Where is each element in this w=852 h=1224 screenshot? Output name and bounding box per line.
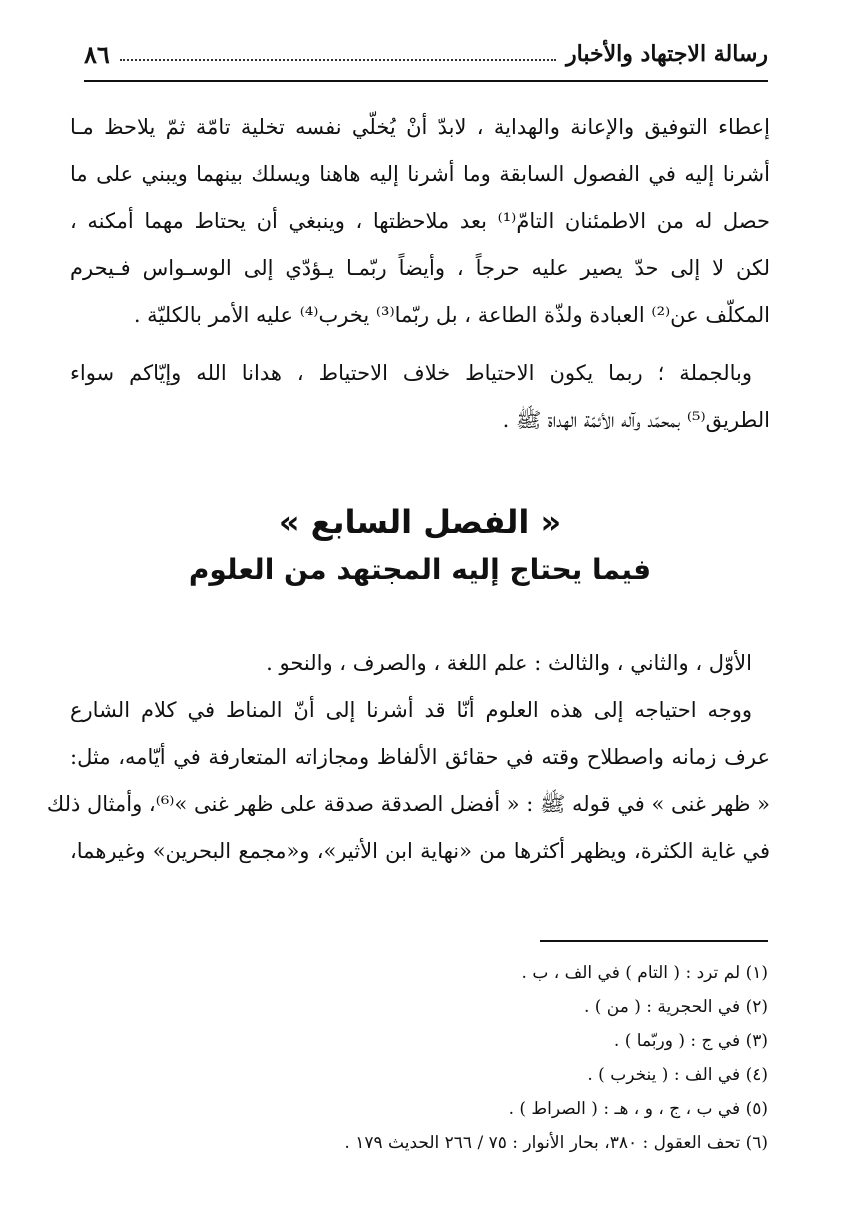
chapter-subtitle: فيما يحتاج إليه المجتهد من العلوم [188,553,652,586]
paragraph-line: لكن لا إلى حدّ يصير عليه حرجاً ، وأيضاً ربّمـا يـؤدّي إلى الوسـواس فـيحرم [70,256,770,280]
header-rule [84,80,768,82]
page-header [84,34,768,74]
paragraph-line: وبالجملة ؛ ربما يكون الاحتياط خلاف الاحتياط ، هدانا الله وإيّاكم سواء [70,361,753,385]
chapter-heading [70,498,770,594]
footnote: (٣) في ج : ( وربّما ) . [613,1031,768,1051]
running-title: رسالة الاجتهاد والأخبار [566,41,768,67]
paragraph-line: « ظهر غنى » في قوله ﷺ : « أفضل الصدقة صدقة على ظهر غنى »⁽⁶⁾، وأمثال ذلك [46,792,770,816]
paragraph-line: في غاية الكثرة، ويظهر أكثرها من «نهاية ابن الأثير»، و«مجمع البحرين» وغيرهما، [70,839,770,863]
footnote: (٥) في ب ، ج ، و ، هـ : ( الصراط ) . [508,1099,768,1119]
header-leader-dots [120,47,556,61]
paragraph-line: المكلّف عن⁽²⁾ العبادة ولذّة الطاعة ، بل ربّما⁽³⁾ يخرب⁽⁴⁾ عليه الأمر بالكليّة . [133,303,770,327]
footnote: (٦) تحف العقول : ٣٨٠، بحار الأنوار : ٧٥ / ٢٦٦ الحديث ١٧٩ . [344,1133,768,1153]
paragraph-1 [70,104,770,339]
paragraph-line: أشرنا إليه في الفصول السابقة وما أشرنا إليه هاهنا ويسلك بينهما ويبني على ما [70,162,770,186]
paragraph-3 [46,640,770,875]
paragraph-line: حصل له من الاطمئنان التامّ⁽¹⁾ بعد ملاحظتها ، وينبغي أن يحتاط مهما أمكنه ، [70,209,770,233]
chapter-title: « الفصل السابع » [278,503,562,541]
footnotes [70,956,768,1160]
paragraph-line: عرف زمانه واصطلاح وقته في حقائق الألفاظ ومجازاته المتعارفة في أيّامه، مثل: [70,745,770,769]
paragraph-2 [70,350,770,444]
page-number: ٨٦ [84,39,110,69]
footnote: (١) لم ترد : ( التام ) في الف ، ب . [521,963,768,983]
footnote: (٤) في الف : ( ينخرب ) . [587,1065,768,1085]
paragraph-line: ووجه احتياجه إلى هذه العلوم أنّا قد أشرنا إلى أنّ المناط في كلام الشارع [70,698,752,722]
paragraph-line: إعطاء التوفيق والإعانة والهداية ، لابدّ أنْ يُخلّي نفسه تخلية تامّة ثمّ يلاحظ مـا [70,115,770,139]
footnote-separator [540,940,768,942]
paragraph-line: الأوّل ، والثاني ، والثالث : علم اللغة ، والصرف ، والنحو . [266,651,752,675]
footnote: (٢) في الحجرية : ( من ) . [583,997,768,1017]
paragraph-line: الطريق⁽⁵⁾ بمحمّد وآله الأئمّة الهداة ﷺ . [502,408,770,432]
